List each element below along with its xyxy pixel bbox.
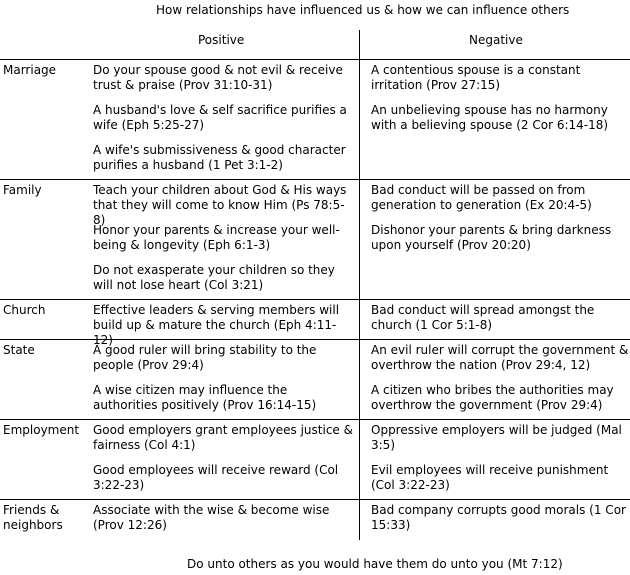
row-category-state: State [3, 343, 35, 357]
column-header-negative: Negative [469, 33, 523, 47]
footer-quote: Do unto others as you would have them do unto you (Mt 7:12) [187, 557, 563, 571]
positive-item: Associate with the wise & become wise (Prov 12:26) [93, 503, 330, 532]
positive-item: Do not exasperate your children so they will not lose heart (Col 3:21) [93, 263, 335, 292]
positive-item: Good employers grant employees justice & fairness (Col 4:1) [93, 423, 353, 452]
positive-item: A wise citizen may influence the authorities positively (Prov 16:14-15) [93, 383, 317, 412]
row-category-employment: Employment [3, 423, 80, 437]
positive-item: Do your spouse good & not evil & receive trust & praise (Prov 31:10-31) [93, 63, 343, 92]
negative-item: Bad company corrupts good morals (1 Cor 15:33) [371, 503, 626, 532]
row-divider [0, 499, 630, 500]
positive-item: A good ruler will bring stability to the people (Prov 29:4) [93, 343, 317, 372]
row-category-family: Family [3, 183, 42, 197]
negative-item: Dishonor your parents & bring darkness upon yourself (Prov 20:20) [371, 223, 612, 252]
row-divider [0, 179, 630, 180]
table-title: How relationships have influenced us & how we can influence others [156, 3, 570, 17]
positive-item: Good employees will receive reward (Col 3:22-23) [93, 463, 339, 492]
positive-item: A wife's submissiveness & good character purifies a husband (1 Pet 3:1-2) [93, 143, 346, 172]
row-category-church: Church [3, 303, 46, 317]
negative-item: A citizen who bribes the authorities may overthrow the government (Prov 29:4) [371, 383, 614, 412]
positive-item: A husband's love & self sacrifice purifies a wife (Eph 5:25-27) [93, 103, 347, 132]
row-divider [0, 299, 630, 300]
column-header-positive: Positive [198, 33, 245, 47]
row-category-marriage: Marriage [3, 63, 57, 77]
positive-item: Honor your parents & increase your well-being & longevity (Eph 6:1-3) [93, 223, 340, 252]
negative-item: Evil employees will receive punishment (Col 3:22-23) [371, 463, 609, 492]
negative-item: An unbelieving spouse has no harmony with a believing spouse (2 Cor 6:14-18) [371, 103, 609, 132]
negative-item: Oppressive employers will be judged (Mal 3:5) [371, 423, 622, 452]
row-category-friends-neighbors: Friends & neighbors [3, 503, 63, 532]
negative-item: Bad conduct will spread amongst the church (1 Cor 5:1-8) [371, 303, 595, 332]
column-divider [359, 30, 360, 540]
row-divider [0, 419, 630, 420]
row-divider [0, 59, 630, 60]
positive-item: Teach your children about God & His ways that they will come to know Him (Ps 78:5-8) [93, 183, 347, 227]
negative-item: A contentious spouse is a constant irritation (Prov 27:15) [371, 63, 581, 92]
negative-item: An evil ruler will corrupt the government & overthrow the nation (Prov 29:4, 12) [371, 343, 629, 372]
positive-item: Effective leaders & serving members will build up & mature the church (Eph 4:11-12) [93, 303, 340, 347]
negative-item: Bad conduct will be passed on from generation to generation (Ex 20:4-5) [371, 183, 592, 212]
